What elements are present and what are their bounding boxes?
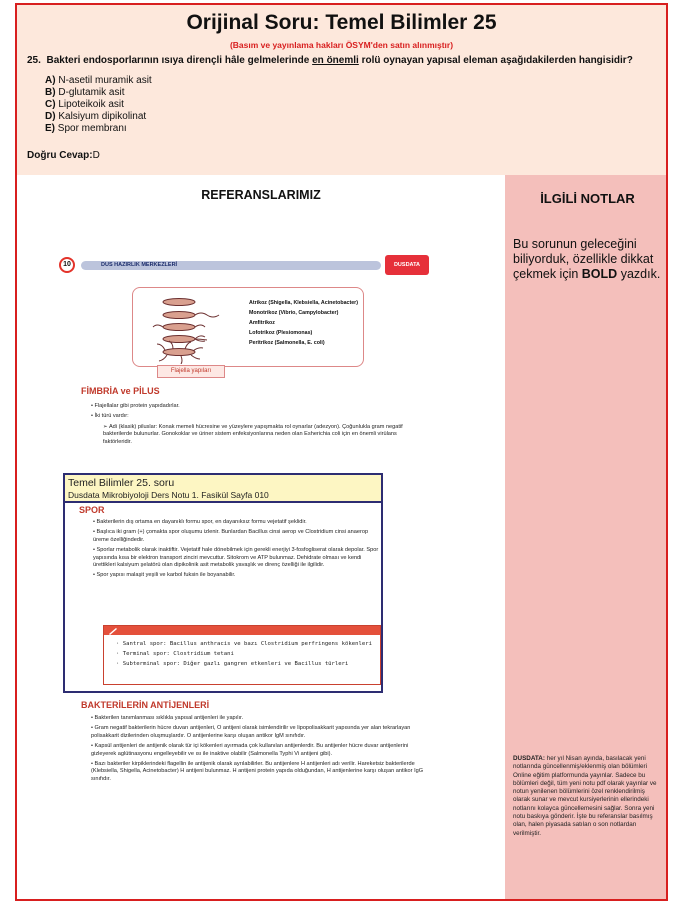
flagella-caption: Flajella yapıları [157,365,225,378]
dusdata-logo: DUSDATA [385,255,429,275]
reference-label-title: Temel Bilimler 25. soru [68,477,175,489]
notes-text-end: yazdık. [620,267,661,281]
fimbria-subitem: ➢ Adi (klasik) piluslar: Konak memeli hücresine ve yüzeylere yapışmakta rol oynarlar (adezyon). Çoğunlukla gram negatif bakterilerde bulunurlar. Gonokoklar ve üriner sistem enfeksiyonlarına neden olan Esherichia coli için en önemli virülans faktörleridir. [103,423,403,445]
option-text: Kalsiyum dipikolinat [58,111,147,122]
option-a [45,75,152,87]
question-emphasis: en önemli [312,55,359,66]
spore-location-item: · Terminal spor: Clostridium tetani [116,651,234,657]
notes-panel [505,175,668,901]
correct-answer [27,150,100,161]
fimbria-item: • İki türü vardır: [91,413,129,420]
option-text: N-asetil muramik asit [58,75,152,86]
question-panel [17,5,666,175]
spore-box-header [104,626,380,635]
page-title: Orijinal Soru: Temel Bilimler 25 [186,11,497,34]
option-letter: C) [45,99,56,110]
references-panel [17,175,505,901]
question-number: 25. [27,55,41,66]
option-letter: D) [45,111,56,122]
antigen-item: • Bazı bakteriler kirpiklerindeki flagellin ile antijenik olarak ayrılabilirler. Bu antijenlere H antijenleri adı verilir. Hareketsiz bakterilerde (Klebsiella, Shigella, Acinetobacter) H antijeni bulunmaz. H antijeni protein yapıda olduğundan, H antijenlerine karşı oluşan antikor IgG sınıfıdır. [91,761,424,782]
option-d [45,111,152,123]
flagella-list [249,298,358,348]
notes-body [513,237,663,282]
spor-title: SPOR [79,505,105,515]
spore-location-item: · Santral spor: Bacillus anthracis ve bazı Clostridium perfringens kökenleri [116,641,372,647]
antigen-body [91,715,427,786]
spor-item: • Başlıca iki gram (+) çomakta spor oluşumu izlenir. Bunlardan Bacillus cinsi aerop ve Clostridium cinsi anaerop üreme özelliğindedir. [93,529,369,543]
antigen-item: • Bakterilen tanımlanması sıklıkla yapısal antijenleri ile yapılır. [91,715,244,721]
flagella-figure [132,287,364,367]
flagella-item: Amfitrikoz [249,320,275,326]
answer-label: Doğru Cevap: [27,150,93,161]
question-text [27,55,633,66]
spor-item: • Sporlar metabolik olarak inaktiftir. Vejetatif hale dönebilmek için gerekli enerjiyi 3-fosfogliserat olarak depolar. Spor yapısında kısa bir elektron transport zinciri mevcuttur. Sitokrom ve ATP bulunmaz. Dehidrate olması ve kendi ürettikleri kalsiyum şelatörü olan dipikolinik asit metabolik yavaşlık ve direnç özelliği ile ilgilidir. [93,547,379,569]
option-b [45,87,152,99]
option-e [45,123,152,135]
document-frame [15,3,668,901]
page-header: DUS HAZIRLIK MERKEZLERİ [81,261,381,270]
spor-item: • Bakterilerin dış ortama en dayanıklı formu spor, en dayanıksız formu vejetatif şeklidir. [93,519,307,525]
reference-page [57,255,437,845]
option-text: Spor membranı [57,123,127,134]
notes-footer-label: DUSDATA: [513,755,545,762]
pencil-icon [108,627,118,635]
antigen-title: BAKTERİLERİN ANTİJENLERİ [81,700,210,710]
highlighted-reference-box [63,473,383,693]
option-list [45,75,152,135]
option-c [45,99,152,111]
spore-location-item: · Subterminal spor: Diğer gazlı gangren etkenleri ve Bacillus türleri [116,661,349,667]
option-letter: B) [45,87,56,98]
option-letter: E) [45,123,55,134]
spor-item: • Spor yapısı malaşit yeşili ve karbol fuksin ile boyanabilir. [93,572,236,579]
answer-value: D [92,150,100,161]
flagella-item: Peritrikoz (Salmonella, E. coli) [249,340,325,346]
option-text: D-glutamik asit [58,87,125,98]
references-title: REFERANSLARIMIZ [201,188,321,202]
option-letter: A) [45,75,56,86]
notes-footer-text: her yıl Nisan ayında, basılacak yeni notlarında güncellenmiş/eklenmiş olan bölümleri Online eğitim platformunda yayınlar. Sadece bu bölümleri değil, tüm yeni notu pdf olarak yayınlar ve notun yenilenen bölümlerini özel renklendirilmiş olarak sunar ve mevcut kursiyerlerinin ellerindeki notlarını kolayca güncellemesini sağlar. Sonra yeni notu baskıya gönderir. İşte bu referanslar basılmış olan, halen piyasada satılan o son notlardan verilmiştir. [513,755,657,837]
spore-location-list [116,639,372,669]
copyright-note: (Basım ve yayınlama hakları ÖSYM'den satın alınmıştır) [229,40,454,50]
notes-footer [513,755,663,838]
flagella-item: Atrikoz (Shigella, Klebsiella, Acinetobacter) [249,300,359,306]
antigen-item: • Kapsül antijenleri de antijenik olarak tür içi kökenleri ayırmada çok kullanılan antijenlerdir. Bu antijenler hücre duvar antijenlerini gizleyerek aglütinasyonu engelleyebilir ve ısı ile inaktive olabilir (Salmonella Typhi Vi antijeni gibi). [91,743,409,757]
flagella-item: Monotrikoz (Vibrio, Campylobacter) [249,310,339,316]
page-number: 10 [59,257,75,273]
question-text-before: Bakteri endosporlarının ısıya dirençli hâle gelmelerinde [46,55,310,66]
notes-text: Bu sorunun geleceğini biliyorduk, özellikle dikkat çekmek için [513,237,654,281]
spor-body [93,519,379,583]
fimbria-title: FİMBRİA ve PİLUS [81,386,160,396]
option-text: Lipoteikoik asit [58,99,124,110]
notes-bold-text: BOLD [581,267,618,281]
question-text-after: rolü oynayan yapısal eleman aşağıdakilerden hangisidir? [361,55,633,66]
fimbria-item: • Flajellalar gibi protein yapıdadırlar. [91,403,180,409]
antigen-item: • Gram negatif bakterilerin hücre duvarı antijenleri, O antijeni olarak isimlendirilir ve lipopolisakkarit yapısında yer alan tekrarlayan polisakkarit dizilerinden oluşmuşlardır. O antijenlerine karşı oluşan antikor IgM sınıfıdır. [91,725,411,739]
spore-location-box [103,625,381,685]
notes-title: İLGİLİ NOTLAR [540,191,635,206]
reference-label-source: Dusdata Mikrobiyoloji Ders Notu 1. Fasikül Sayfa 010 [68,490,269,500]
fimbria-body [91,403,427,449]
flagella-drawings [141,294,241,364]
flagella-item: Lofotrikoz (Plesiomonas) [249,330,313,336]
reference-label [65,475,381,503]
